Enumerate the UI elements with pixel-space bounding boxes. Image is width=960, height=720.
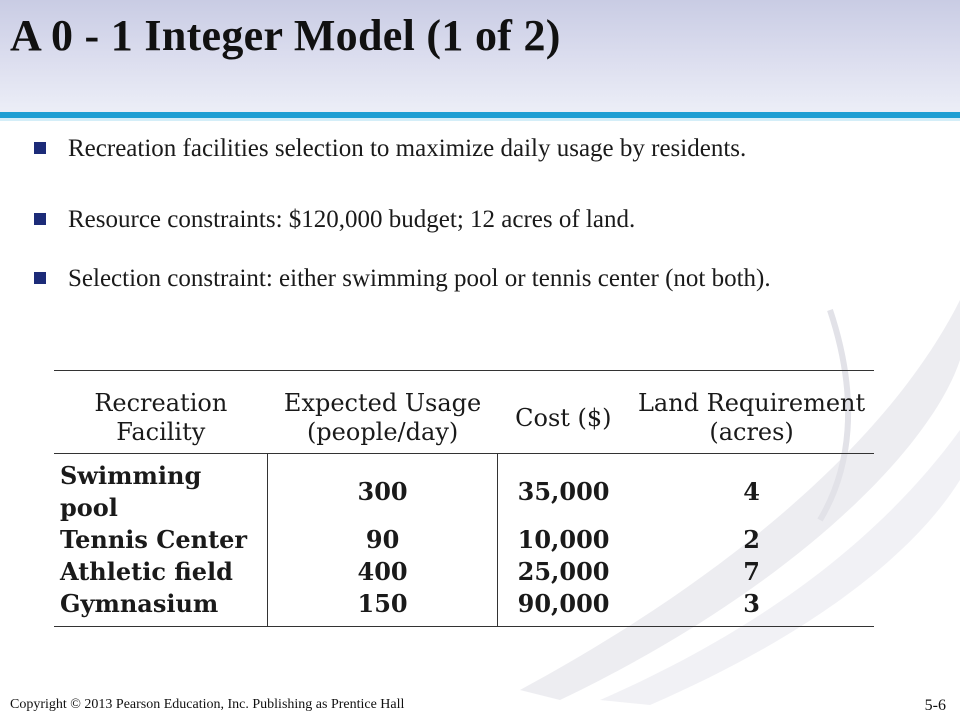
bullet-text: Selection constraint: either swimming pool or tennis center (not both). [68, 265, 771, 292]
bullet-item [34, 262, 894, 296]
copyright-notice: Copyright © 2013 Pearson Education, Inc. Publishing as Prentice Hall [10, 697, 405, 712]
page-number: 5-6 [924, 697, 946, 714]
table-row [54, 556, 874, 588]
cell-land: 3 [743, 589, 760, 618]
table-row [54, 524, 874, 556]
cell-land: 2 [743, 525, 760, 554]
cell-cost: 25,000 [498, 556, 630, 588]
bullet-item [34, 203, 894, 237]
cell-facility: Tennis Center [60, 525, 248, 554]
square-bullet-icon [34, 213, 46, 225]
table-row [54, 588, 874, 627]
cell-usage: 150 [268, 588, 498, 627]
col-header-land: Land Requirement (acres) [629, 371, 874, 454]
cell-facility: Athletic field [60, 557, 233, 586]
bullet-text: Resource constraints: $120,000 budget; 12 acres of land. [68, 206, 636, 233]
bullet-item [34, 132, 894, 166]
col-header-cost: Cost ($) [498, 371, 630, 454]
col-header-usage: Expected Usage (people/day) [268, 371, 498, 454]
square-bullet-icon [34, 272, 46, 284]
table-row [54, 454, 874, 525]
cell-land: 7 [743, 557, 760, 586]
col-header-facility: Recreation Facility [54, 371, 268, 454]
cell-cost: 90,000 [498, 588, 630, 627]
cell-usage: 400 [268, 556, 498, 588]
bullet-text: Recreation facilities selection to maximize daily usage by residents. [68, 135, 747, 162]
cell-usage: 300 [268, 454, 498, 525]
slide-title: A 0 - 1 Integer Model (1 of 2) [10, 11, 561, 60]
facility-table [54, 370, 874, 627]
cell-cost: 35,000 [498, 454, 630, 525]
square-bullet-icon [34, 142, 46, 154]
cell-usage: 90 [268, 524, 498, 556]
cell-facility: Gymnasium [60, 589, 219, 618]
cell-facility: Swimming pool [60, 461, 202, 522]
table-header-row [54, 371, 874, 454]
cell-land: 4 [743, 477, 760, 506]
cell-cost: 10,000 [498, 524, 630, 556]
